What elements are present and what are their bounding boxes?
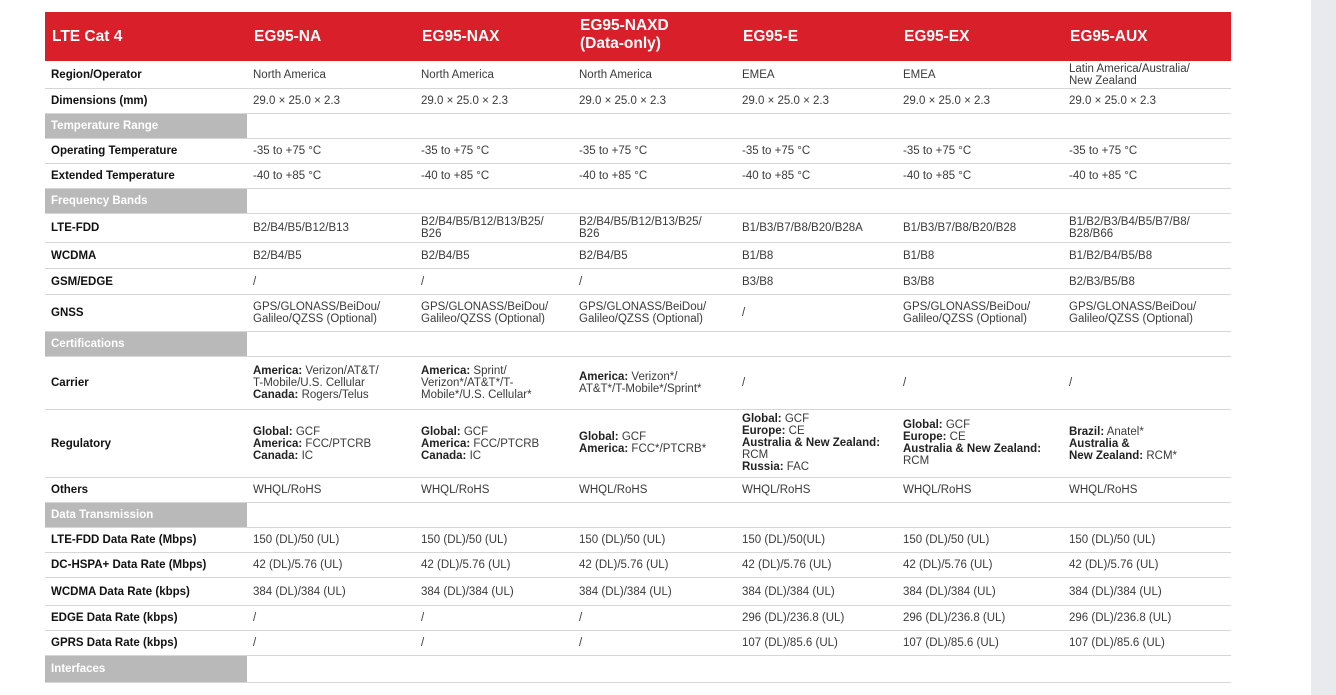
cell-value: /: [579, 612, 583, 624]
cell-value: -35 to +75 °C: [742, 145, 811, 157]
reg-key: Canada:: [253, 450, 299, 462]
cell-value: /: [421, 637, 425, 649]
cell-value: WHQL/RoHS: [742, 484, 811, 496]
cell-value: B2/B4/B5: [421, 249, 470, 262]
row-label: GPRS Data Rate (kbps): [51, 637, 178, 649]
reg-value: FCC*/PTCRB*: [628, 443, 707, 455]
section-spacer: [247, 656, 1231, 682]
reg-value: FCC/PTCRB: [302, 438, 372, 450]
table-header-row: [45, 12, 1231, 61]
reg-value: CE: [946, 431, 966, 443]
section-certifications: [45, 332, 1231, 357]
cell-value: 150 (DL)/50 (UL): [1069, 534, 1156, 546]
table-row-others: [45, 478, 1231, 503]
right-sidebar: [1311, 0, 1336, 695]
reg-key: Global:: [903, 419, 943, 431]
cell-value: [897, 410, 1063, 477]
cell-value: WHQL/RoHS: [903, 484, 972, 496]
cell-value: /: [253, 275, 257, 288]
reg-key: Australia & New Zealand:: [903, 443, 1042, 455]
reg-key: Global:: [742, 413, 782, 425]
row-label: GSM/EDGE: [51, 275, 113, 288]
cell-value: -35 to +75 °C: [903, 145, 972, 157]
header-eg95-naxd: [573, 12, 736, 61]
cell-value: 42 (DL)/5.76 (UL): [421, 559, 511, 571]
table-row-extended-temperature: [45, 164, 1231, 189]
table-row-gnss: [45, 295, 1231, 332]
section-title: Interfaces: [45, 656, 247, 682]
cell-value: 107 (DL)/85.6 (UL): [742, 637, 838, 649]
cell-value: [247, 357, 415, 409]
section-temperature: [45, 114, 1231, 139]
table-row-gsm-edge: [45, 269, 1231, 295]
cell-value: [247, 410, 415, 477]
carrier-value: Verizon/AT&T/: [302, 365, 379, 377]
section-spacer: [247, 332, 1231, 356]
row-label: WCDMA: [51, 249, 97, 262]
cell-value: B2/B4/B5/B12/B13/B25/ B26: [421, 216, 544, 240]
cell-value: GPS/GLONASS/BeiDou/ Galileo/QZSS (Optional): [421, 301, 549, 325]
cell-value: GPS/GLONASS/BeiDou/ Galileo/QZSS (Optional): [253, 301, 381, 325]
reg-value: GCF: [618, 431, 647, 443]
cell-value: North America: [421, 68, 494, 81]
cell-value: [415, 410, 573, 477]
cell-value: North America: [253, 68, 326, 81]
header-eg95-nax: EG95-NAX: [422, 27, 500, 45]
cell-value: /: [742, 307, 746, 319]
cell-value: 42 (DL)/5.76 (UL): [1069, 559, 1159, 571]
cell-value: -40 to +85 °C: [742, 170, 811, 182]
cell-value: WHQL/RoHS: [1069, 484, 1138, 496]
table-row-regulatory: [45, 410, 1231, 478]
cell-value: 29.0 × 25.0 × 2.3: [903, 95, 990, 107]
cell-value: B1/B2/B3/B4/B5/B7/B8/ B28/B66: [1069, 216, 1190, 240]
cell-value: 384 (DL)/384 (UL): [579, 585, 672, 598]
reg-value: CE: [785, 425, 805, 437]
cell-value: /: [903, 377, 907, 389]
carrier-value: Sprint/: [470, 365, 507, 377]
row-label: GNSS: [51, 307, 84, 319]
reg-key: America:: [421, 438, 471, 450]
header-naxd-line2: (Data-only): [580, 35, 661, 52]
table-row-gprs-rate: [45, 631, 1231, 656]
carrier-value: Mobile*/U.S. Cellular*: [421, 389, 532, 401]
cell-value: WHQL/RoHS: [579, 484, 648, 496]
cell-value: /: [421, 612, 425, 624]
cell-value: 29.0 × 25.0 × 2.3: [742, 95, 829, 107]
header-naxd-line1: EG95-NAXD: [580, 17, 669, 34]
cell-value: /: [579, 275, 583, 288]
cell-value: 384 (DL)/384 (UL): [903, 585, 996, 598]
cell-value: B3/B8: [742, 275, 774, 288]
row-label: Others: [51, 484, 89, 496]
section-title: Frequency Bands: [45, 189, 247, 213]
table-row-wcdma-rate: [45, 578, 1231, 606]
cell-value: B1/B3/B7/B8/B20/B28A: [742, 222, 863, 234]
cell-value: 384 (DL)/384 (UL): [253, 585, 346, 598]
table-row-dc-hspa-rate: [45, 553, 1231, 578]
cell-value: -40 to +85 °C: [421, 170, 490, 182]
cell-value: -40 to +85 °C: [903, 170, 972, 182]
section-spacer: [247, 114, 1231, 138]
row-label: Carrier: [51, 377, 89, 389]
carrier-key: America:: [579, 371, 629, 383]
cell-value: 296 (DL)/236.8 (UL): [1069, 612, 1172, 624]
cell-value: -40 to +85 °C: [1069, 170, 1138, 182]
cell-value: B3/B8: [903, 275, 935, 288]
row-label: Regulatory: [51, 437, 112, 450]
row-label: Dimensions (mm): [51, 95, 148, 107]
row-label: LTE-FDD: [51, 222, 100, 234]
cell-value: 29.0 × 25.0 × 2.3: [253, 95, 340, 107]
cell-value: 150 (DL)/50 (UL): [253, 534, 340, 546]
reg-key: Global:: [421, 426, 461, 438]
cell-value: B2/B3/B5/B8: [1069, 275, 1135, 288]
cell-value: -35 to +75 °C: [421, 145, 490, 157]
reg-key: Australia &: [1069, 438, 1130, 450]
carrier-key: America:: [253, 365, 303, 377]
cell-value: [1063, 410, 1231, 477]
cell-value: GPS/GLONASS/BeiDou/ Galileo/QZSS (Optional): [1069, 301, 1197, 325]
cell-value: B2/B4/B5/B12/B13: [253, 222, 349, 234]
reg-key: Global:: [253, 426, 293, 438]
header-eg95-na: EG95-NA: [254, 27, 322, 45]
carrier-value: T-Mobile/U.S. Cellular: [253, 377, 365, 389]
reg-value: IC: [298, 450, 314, 462]
cell-value: 107 (DL)/85.6 (UL): [1069, 637, 1165, 649]
cell-value: [736, 410, 897, 477]
cell-value: [415, 357, 573, 409]
cell-value: 42 (DL)/5.76 (UL): [253, 559, 343, 571]
cell-value: [573, 357, 736, 409]
spec-table: [45, 12, 1231, 683]
reg-value: FAC: [783, 461, 810, 473]
table-row-region: [45, 61, 1231, 89]
cell-value: /: [253, 637, 257, 649]
cell-value: 29.0 × 25.0 × 2.3: [421, 95, 508, 107]
reg-value: RCM: [742, 449, 769, 461]
table-row-wcdma: [45, 243, 1231, 269]
reg-value: IC: [466, 450, 482, 462]
reg-key: Europe:: [903, 431, 947, 443]
cell-value: 150 (DL)/50 (UL): [421, 534, 508, 546]
cell-value: B2/B4/B5/B12/B13/B25/ B26: [579, 216, 702, 240]
row-label: Operating Temperature: [51, 145, 178, 157]
cell-value: EMEA: [742, 68, 775, 81]
cell-value: 384 (DL)/384 (UL): [1069, 585, 1162, 598]
section-spacer: [247, 503, 1231, 527]
cell-value: /: [253, 612, 257, 624]
cell-value: B1/B2/B4/B5/B8: [1069, 249, 1153, 262]
cell-value: -40 to +85 °C: [579, 170, 648, 182]
cell-value: B2/B4/B5: [579, 249, 628, 262]
cell-value: /: [421, 275, 425, 288]
cell-value: 42 (DL)/5.76 (UL): [742, 559, 832, 571]
section-spacer: [247, 189, 1231, 213]
table-row-operating-temperature: [45, 139, 1231, 164]
reg-key: Global:: [579, 431, 619, 443]
reg-key: America:: [253, 438, 303, 450]
reg-value: RCM: [903, 455, 930, 467]
cell-value: EMEA: [903, 68, 936, 81]
reg-key: Europe:: [742, 425, 786, 437]
reg-value: GCF: [781, 413, 810, 425]
section-title: Temperature Range: [45, 114, 247, 138]
cell-value: WHQL/RoHS: [253, 484, 322, 496]
table-row-carrier: [45, 357, 1231, 410]
carrier-value: Rogers/Telus: [298, 389, 369, 401]
cell-value: -35 to +75 °C: [253, 145, 322, 157]
cell-value: /: [742, 377, 746, 389]
reg-value: GCF: [292, 426, 321, 438]
row-label: LTE-FDD Data Rate (Mbps): [51, 534, 197, 546]
cell-value: 150 (DL)/50 (UL): [903, 534, 990, 546]
row-label: Region/Operator: [51, 68, 142, 81]
cell-value: GPS/GLONASS/BeiDou/ Galileo/QZSS (Optional): [903, 301, 1031, 325]
cell-value: B1/B3/B7/B8/B20/B28: [903, 222, 1017, 234]
reg-value: Anatel*: [1104, 426, 1144, 438]
reg-key: Russia:: [742, 461, 784, 473]
table-row-lte-fdd: [45, 214, 1231, 243]
cell-value: /: [579, 637, 583, 649]
reg-value: FCC/PTCRB: [470, 438, 540, 450]
cell-value: WHQL/RoHS: [421, 484, 490, 496]
cell-value: -40 to +85 °C: [253, 170, 322, 182]
reg-value: RCM*: [1143, 450, 1178, 462]
carrier-key: America:: [421, 365, 471, 377]
section-data-transmission: [45, 503, 1231, 528]
cell-value: 384 (DL)/384 (UL): [742, 585, 835, 598]
cell-value: 29.0 × 25.0 × 2.3: [1069, 95, 1156, 107]
cell-value: B1/B8: [903, 249, 935, 262]
reg-key: America:: [579, 443, 629, 455]
reg-value: GCF: [942, 419, 971, 431]
section-title: Certifications: [45, 332, 247, 356]
cell-value: GPS/GLONASS/BeiDou/ Galileo/QZSS (Optional): [579, 301, 707, 325]
header-eg95-e: EG95-E: [743, 27, 799, 45]
cell-value: 29.0 × 25.0 × 2.3: [579, 95, 666, 107]
table-row-lte-fdd-rate: [45, 528, 1231, 553]
table-row-dimensions: [45, 89, 1231, 114]
section-title: Data Transmission: [45, 503, 247, 527]
cell-value: Latin America/Australia/ New Zealand: [1069, 62, 1190, 87]
reg-key: Australia & New Zealand:: [742, 437, 881, 449]
cell-value: B1/B8: [742, 249, 774, 262]
carrier-value: AT&T*/T-Mobile*/Sprint*: [579, 383, 702, 395]
reg-value: GCF: [460, 426, 489, 438]
cell-value: 150 (DL)/50 (UL): [579, 534, 666, 546]
cell-value: -35 to +75 °C: [579, 145, 648, 157]
cell-value: 107 (DL)/85.6 (UL): [903, 637, 999, 649]
cell-value: 296 (DL)/236.8 (UL): [903, 612, 1006, 624]
table-row-edge-rate: [45, 606, 1231, 631]
cell-value: 42 (DL)/5.76 (UL): [579, 559, 669, 571]
section-interfaces: [45, 656, 1231, 683]
header-eg95-ex: EG95-EX: [904, 27, 970, 45]
section-frequency: [45, 189, 1231, 214]
row-label: Extended Temperature: [51, 170, 175, 182]
cell-value: 42 (DL)/5.76 (UL): [903, 559, 993, 571]
cell-value: 384 (DL)/384 (UL): [421, 585, 514, 598]
reg-key: Brazil:: [1069, 426, 1105, 438]
cell-value: -35 to +75 °C: [1069, 145, 1138, 157]
row-label: EDGE Data Rate (kbps): [51, 612, 178, 624]
carrier-key: Canada:: [253, 389, 299, 401]
header-eg95-aux: EG95-AUX: [1070, 27, 1148, 45]
row-label: DC-HSPA+ Data Rate (Mbps): [51, 559, 207, 571]
reg-key: Canada:: [421, 450, 467, 462]
header-category: LTE Cat 4: [52, 27, 123, 45]
row-label: WCDMA Data Rate (kbps): [51, 585, 190, 598]
cell-value: /: [1069, 377, 1073, 389]
carrier-value: Verizon*/: [628, 371, 678, 383]
carrier-value: Verizon*/AT&T*/T-: [421, 377, 514, 389]
cell-value: North America: [579, 68, 652, 81]
reg-key: New Zealand:: [1069, 450, 1144, 462]
cell-value: 296 (DL)/236.8 (UL): [742, 612, 845, 624]
cell-value: B2/B4/B5: [253, 249, 302, 262]
cell-value: 150 (DL)/50(UL): [742, 534, 826, 546]
cell-value: [573, 410, 736, 477]
